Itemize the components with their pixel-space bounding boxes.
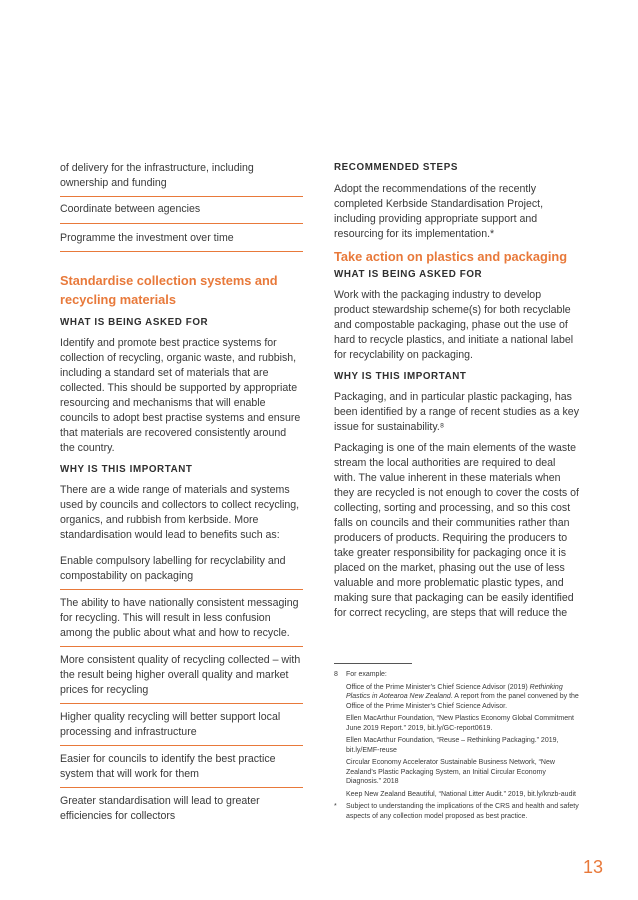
why-text: There are a wide range of materials and systems used by councils and collectors to collect recycling, organics, and rubbish from kerbside. More standardisation would lead to benefits such as: <box>60 484 300 541</box>
footnote-reference: Ellen MacArthur Foundation, “Reuse – Rethinking Packaging.” 2019, bit.ly/EMF-reuse <box>346 737 559 754</box>
footnote-reference: Ellen MacArthur Foundation, “New Plastics Economy Global Commitment June 2019 Report.” 2019, bit.ly/GC-report0619. <box>346 715 574 732</box>
list-item <box>60 590 303 647</box>
footnotes <box>334 663 579 824</box>
section-label: WHAT IS BEING ASKED FOR <box>334 269 483 280</box>
list-item <box>60 224 303 252</box>
page-number: 13 <box>583 857 604 877</box>
benefit-text: Greater standardisation will lead to greater efficiencies for collectors <box>60 795 260 822</box>
footnote <box>334 670 579 680</box>
benefit-text: Easier for councils to identify the best practice system that will work for them <box>60 753 276 780</box>
section-heading: Standardise collection systems and recycling materials <box>60 273 278 307</box>
footnote-mark: 8 <box>334 671 338 678</box>
footnote-text: For example: <box>346 671 387 678</box>
list-item <box>60 197 303 224</box>
section-label: WHY IS THIS IMPORTANT <box>60 464 193 475</box>
footnote-reference: Office of the Prime Minister’s Chief Science Advisor (2019) Rethinking Plastics in Aotearoa New Zealand. A report from the panel convened by the Office of the Prime Minister’s Chief Science Advisor. <box>346 683 579 710</box>
footnote-mark: * <box>334 803 337 810</box>
section-label: WHY IS THIS IMPORTANT <box>334 371 467 382</box>
section-label: WHAT IS BEING ASKED FOR <box>60 317 209 328</box>
benefit-text: Enable compulsory labelling for recyclability and compostability on packaging <box>60 555 286 582</box>
list-item <box>60 746 303 788</box>
asked-text: Identify and promote best practice systems for collection of recycling, organic waste, and rubbish, including a standard set of materials that are collected. This should be supported by appropriate resourcing and mechanisms that will enable councils to adopt best practise systems and ensure that materials are recovered consistently around the country. <box>60 337 301 454</box>
left-column <box>60 161 303 824</box>
footnote-text: Subject to understanding the implications of the CRS and health and safety aspects of any collection model proposed as best practice. <box>346 803 579 820</box>
footnote-reference: Keep New Zealand Beautiful, “National Litter Audit.” 2019, bit.ly/knzb-audit <box>346 790 576 798</box>
list-item <box>60 788 303 824</box>
list-item <box>60 704 303 746</box>
why-text: Packaging is one of the main elements of the waste stream the local authorities are required to deal with. The value inherent in these materials when they are recycled is not enough to cover the costs of collecting, sorting and processing, and so this cost falls on councils and their communities rather than producers of products. Requiring the producers to take greater responsibility for packaging once it is placed on the market, phasing out the use of less valuable and more problematic plastic types, and making sure that packaging can be easily identified for correct recycling, are steps that will reduce the <box>334 442 579 619</box>
section-heading: Take action on plastics and packaging <box>334 249 568 264</box>
footnote <box>334 802 579 821</box>
list-item-text: Programme the investment over time <box>60 232 234 244</box>
list-item <box>60 554 303 590</box>
intro-text: of delivery for the infrastructure, including ownership and funding <box>60 162 254 189</box>
right-column <box>334 161 579 621</box>
benefit-text: More consistent quality of recycling collected – with the result being higher overall quality and market prices for recycling <box>60 654 301 696</box>
benefit-text: The ability to have nationally consistent messaging for recycling. This will result in less confusion among the public about what and how to recycle. <box>60 597 299 639</box>
section-label: RECOMMENDED STEPS <box>334 162 458 173</box>
asked-text: Work with the packaging industry to develop product stewardship scheme(s) for both recyclable and compostable packaging, phase out the use of hard to recycle plastics, and initiate a national label for recyclability on packaging. <box>334 289 574 361</box>
why-text: Packaging, and in particular plastic packaging, has been identified by a range of recent studies as a key issue for sustainability.⁸ <box>334 391 579 433</box>
benefit-text: Higher quality recycling will better support local processing and infrastructure <box>60 711 281 738</box>
recommended-text: Adopt the recommendations of the recently completed Kerbside Standardisation Project, including providing appropriate support and resourcing for its implementation.* <box>334 183 544 240</box>
footnote-divider <box>334 663 412 664</box>
list-item <box>60 647 303 704</box>
list-item-text: Coordinate between agencies <box>60 203 201 215</box>
footnote-reference: Circular Economy Accelerator Sustainable Business Network, “New Zealand’s Plastic Packaging System, an Initial Circular Economy Diagnosis.” 2018 <box>346 759 555 785</box>
list-item <box>60 161 303 197</box>
